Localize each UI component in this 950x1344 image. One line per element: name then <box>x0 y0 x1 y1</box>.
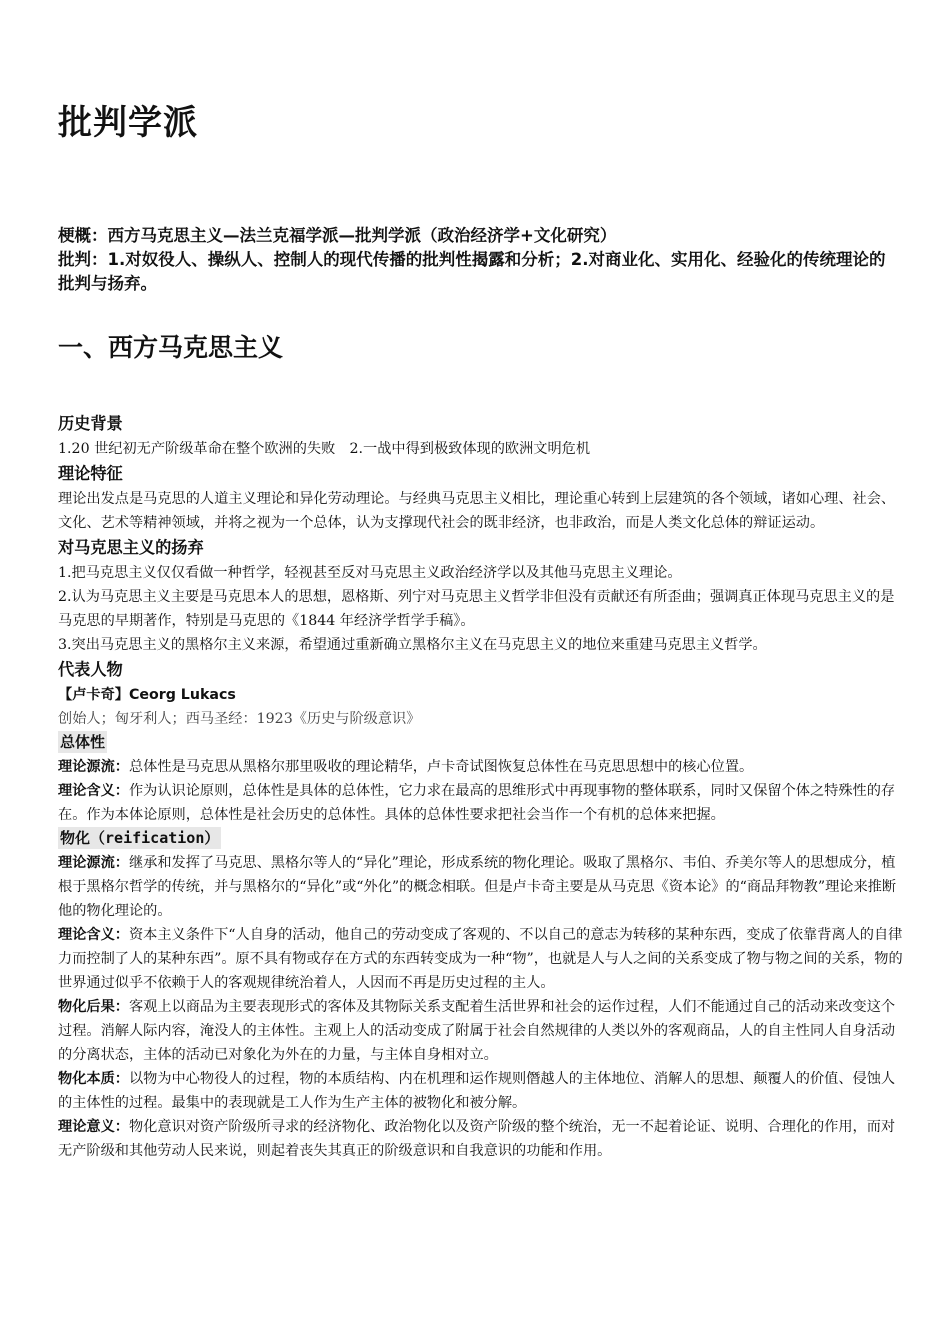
theory-text: 理论出发点是马克思的人道主义理论和异化劳动理论。与经典马克思主义相比，理论重心转到上层建筑的各个领域，诸如心理、社会、文化、艺术等精神领域，并将之视为一个总体，认为支撑现代社会的既非经济，也非政治，而是人类文化总体的辩证运动。 <box>58 491 896 531</box>
figures-heading: 代表人物 <box>58 660 123 679</box>
sublation-heading: 对马克思主义的扬弃 <box>58 538 204 557</box>
history-text: 1.20 世纪初无产阶级革命在整个欧洲的失败 2.一战中得到极致体现的欧洲文明危机 <box>58 441 591 457</box>
reification-meaning <box>58 923 904 995</box>
sublation-item: 3.突出马克思主义的黑格尔主义来源，希望通过重新确立黑格尔主义在马克思主义的地位来重建马克思主义哲学。 <box>58 637 767 653</box>
label-consequence: 物化后果： <box>58 999 129 1015</box>
totality-source-text: 总体性是马克思从黑格尔那里吸收的理论精华，卢卡奇试图恢复总体性在马克思思想中的核心位置。 <box>128 759 754 775</box>
reification-consequence <box>58 995 904 1067</box>
totality-label: 总体性 <box>60 733 106 751</box>
reification-meaning-text: 资本主义条件下“人自身的活动，他自己的劳动变成了客观的、不以自己的意志为转移的某种东西，变成了依靠背离人的自律力而控制了人的某种东西”。原不具有物或存在方式的东西转变成为一种“物”，也就是人与人之间的关系变成了物与物之间的关系，物的世界通过似乎不依赖于人的客观规律统治着人，人因而不再是历史过程的主人。 <box>58 927 903 991</box>
reification-label <box>58 827 221 849</box>
label-source: 理论源流： <box>58 855 129 871</box>
reification-significance <box>58 1115 904 1163</box>
totality-meaning-text: 作为认识论原则，总体性是具体的总体性，它力求在最高的思维形式中再现事物的整体联系，同时又保留个体之特殊性的存在。作为本体论原则，总体性是社会历史的总体性。具体的总体性要求把社会当作一个有机的总体来把握。 <box>58 783 896 823</box>
summary-critique: 批判：1.对奴役人、操纵人、控制人的现代传播的批判性揭露和分析；2.对商业化、实用化、经验化的传统理论的批判与扬弃。 <box>58 250 886 293</box>
reification-label-en: reification <box>105 829 205 847</box>
label-significance: 理论意义： <box>58 1119 129 1135</box>
reification-label-cn: 物化（ <box>60 829 106 847</box>
person-name: 【卢卡奇】Ceorg Lukacs <box>58 687 236 703</box>
summary-block <box>58 224 898 296</box>
section-content <box>58 411 904 1163</box>
label-essence: 物化本质： <box>58 1071 129 1087</box>
section-title: 一、西方马克思主义 <box>58 333 284 362</box>
label-meaning: 理论含义： <box>58 927 129 943</box>
history-heading: 历史背景 <box>58 414 123 433</box>
reification-essence-text: 以物为中心物役人的过程，物的本质结构、内在机理和运作规则僭越人的主体地位、消解人的思想、颠覆人的价值、侵蚀人的主体性的过程。最集中的表现就是工人作为生产主体的被物化和被分解。 <box>58 1071 896 1111</box>
reification-consequence-text: 客观上以商品为主要表现形式的客体及其物际关系支配着生活世界和社会的运作过程，人们不能通过自己的活动来改变这个过程。消解人际内容，淹没人的主体性。主观上人的活动变成了附属于社会自然规律的人类以外的客观商品，人的自主性同人自身活动的分离状态，主体的活动已对象化为外在的力量，与主体自身相对立。 <box>58 999 896 1063</box>
page-title: 批判学派 <box>58 103 198 143</box>
person-intro: 创始人；匈牙利人；西马圣经：1923《历史与阶级意识》 <box>58 711 421 727</box>
totality-source <box>58 755 904 779</box>
reification-label-end: ） <box>204 829 220 847</box>
reification-source-text: 继承和发挥了马克思、黑格尔等人的“异化”理论，形成系统的物化理论。吸取了黑格尔、韦伯、乔美尔等人的思想成分，植根于黑格尔哲学的传统，并与黑格尔的“异化”或“外化”的概念相联。但是卢卡奇主要是从马克思《资本论》的“商品拜物教”理论来推断他的物化理论的。 <box>58 855 897 919</box>
label-source: 理论源流： <box>58 759 129 775</box>
reification-source <box>58 851 904 923</box>
sublation-item: 2.认为马克思主义主要是马克思本人的思想，恩格斯、列宁对马克思主义哲学非但没有贡献还有所歪曲；强调真正体现马克思主义的是马克思的早期著作，特别是马克思的《1844 年经济学哲学手稿》。 <box>58 589 895 629</box>
theory-heading: 理论特征 <box>58 464 123 483</box>
summary-overview: 梗概：西方马克思主义—法兰克福学派—批判学派（政治经济学+文化研究） <box>58 226 617 245</box>
label-meaning: 理论含义： <box>58 783 129 799</box>
reification-essence <box>58 1067 904 1115</box>
sublation-item: 1.把马克思主义仅仅看做一种哲学，轻视甚至反对马克思主义政治经济学以及其他马克思主义理论。 <box>58 565 682 581</box>
totality-meaning <box>58 779 904 827</box>
reification-significance-text: 物化意识对资产阶级所寻求的经济物化、政治物化以及资产阶级的整个统治，无一不起着论证、说明、合理化的作用，而对无产阶级和其他劳动人民来说，则起着丧失其真正的阶级意识和自我意识的功能和作用。 <box>58 1119 896 1159</box>
